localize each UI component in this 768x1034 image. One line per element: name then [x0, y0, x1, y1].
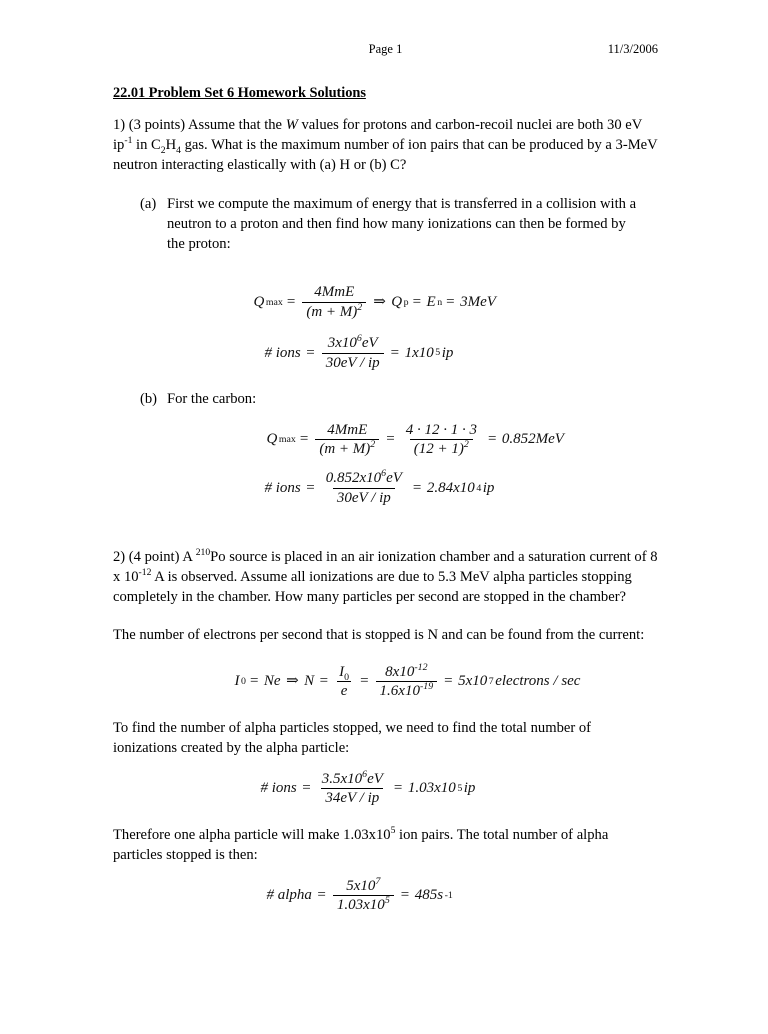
p1-text-2: values for protons and carbon-recoil nuclei are both 30 eV ip — [113, 117, 643, 154]
eq22-fraction — [318, 768, 387, 808]
eq21-n: N — [304, 673, 315, 690]
eq-a1-equals3: = — [446, 294, 455, 311]
eq23-num-text: 5x10 — [346, 877, 376, 894]
eq21-rhs: Ne — [263, 673, 281, 690]
equation-a1: Q max = $\frac{\text{4MmE}}{(m + M)^2}$ ⇒ Q p = E n = 3MeV — [253, 284, 496, 321]
p1-text-4: H — [165, 137, 177, 154]
eq-a1-den-sup: 2 — [357, 302, 363, 314]
eq-b2-equals2: = — [412, 480, 422, 496]
eq-a2-num-text: 3x10 — [327, 334, 357, 351]
eq22-num-text: 3.5x10 — [321, 770, 363, 787]
eq-a2-denominator: 30eV / ip — [322, 353, 384, 372]
eq21-implies: ⇒ — [286, 673, 299, 690]
p1-text-1: 1) (3 points) Assume that the — [113, 117, 286, 133]
eq23-denominator — [333, 895, 394, 914]
eq23-equals: = — [317, 887, 326, 904]
eq-b2-fraction — [322, 470, 406, 507]
eq-a2-num-sup: 6 — [356, 332, 362, 344]
p2-text-2: Po source is placed in an air ionization chamber and a saturation current of 8 x 10 — [113, 548, 658, 585]
eq21-fraction-1 — [335, 664, 353, 701]
eq-b2-num-text: 0.852x10 — [325, 470, 382, 487]
part-a-text: First we compute the maximum of energy that is transferred in a collision with a neutron to a proton and then find how many ionizations can then be formed by the proton: — [167, 195, 637, 253]
eq-b2-lhs: # ions — [264, 480, 301, 496]
p2-text-1: 2) (4 point) A — [113, 548, 196, 565]
eq21-den2-text: 1.6x10 — [379, 683, 420, 700]
eq-a1-equals2: = — [412, 294, 422, 311]
p2-para3-sup: 5 — [390, 825, 396, 837]
eq22-result: 1.03x10 — [407, 780, 456, 797]
eq-b1-den1-sup: 2 — [370, 439, 376, 451]
p2-sup-2: -12 — [138, 567, 152, 579]
part-b-marker: (b) — [140, 391, 158, 408]
eq-b1-equals3: = — [487, 431, 497, 448]
eq-b2-result-unit: ip — [482, 480, 495, 496]
problem-2-para-2: To find the number of alpha particles stopped, we need to find the total number of ionizations created by the alpha particle: — [113, 720, 592, 757]
eq23-lhs: # alpha — [266, 887, 312, 904]
eq-b2-num-unit: eV — [386, 470, 402, 487]
eq22-num-sup: 6 — [362, 768, 368, 780]
eq21-num1-text: I — [339, 663, 345, 680]
eq-a1-result: 3MeV — [460, 294, 496, 311]
eq-a2-num-unit: eV — [361, 334, 378, 351]
part-b-text: For the carbon: — [167, 391, 257, 408]
document-body — [113, 84, 658, 1034]
eq-a1-rhs2: E — [426, 294, 436, 311]
eq-a1-lhs: Q — [253, 294, 265, 311]
eq21-result: 5x10 — [458, 673, 488, 690]
eq-a1-equals: = — [286, 294, 296, 311]
eq-a2-equals: = — [306, 344, 315, 361]
p2-para3-text-2: ion pairs. The total number of alpha particles stopped is then: — [113, 827, 609, 864]
page-title-wrap — [113, 84, 658, 115]
eq-b1-result: 0.852MeV — [501, 431, 564, 448]
eq22-numerator — [318, 768, 387, 789]
eq23-num-sup: 7 — [375, 875, 381, 887]
eq-b1-fraction-2 — [402, 422, 481, 459]
eq-b1-denominator-2 — [410, 439, 473, 458]
p2-sup-1: 210 — [195, 546, 211, 558]
eq23-fraction — [333, 875, 394, 915]
eq21-equals3: = — [360, 673, 369, 690]
p1-sub-1: 2 — [160, 145, 166, 157]
eq-a2-numerator — [324, 332, 382, 353]
eq22-denominator: 34eV / ip — [321, 788, 383, 807]
eq-a1-fraction — [302, 284, 366, 321]
eq-a1-denominator — [302, 302, 366, 321]
header-page-label: Page 1 — [368, 42, 403, 56]
eq-b1-numerator-1: 4MmE — [327, 421, 368, 438]
eq22-lhs: # ions — [260, 780, 297, 797]
part-a-marker: (a) — [140, 195, 157, 212]
eq-a1-implies: ⇒ — [373, 294, 386, 311]
eq-a2-result-unit: ip — [441, 344, 454, 361]
page-bottom-whitespace — [113, 914, 658, 1034]
eq-a2-lhs: # ions — [264, 344, 301, 361]
equation-2-3: # alpha = $\frac{5x10^7}{1.03x10^5}$ = 485s -1 — [266, 875, 453, 914]
eq-b1-den2-sup: 2 — [463, 439, 469, 451]
eq21-num2-text: 8x10 — [385, 663, 415, 680]
eq23-equals2: = — [400, 887, 410, 904]
eq-a2-fraction — [322, 332, 384, 372]
eq-b1-den2-text: (12 + 1) — [413, 441, 464, 458]
eq-b1-den1-text: (m + M) — [319, 441, 371, 458]
eq21-num1-sub: 0 — [344, 671, 350, 683]
p1-text-5: gas. What is the maximum number of ion pairs that can be produced by a 3-MeV neutron interacting elastically with (a) H or (b) C? — [113, 137, 658, 174]
equation-2-1: I 0 = Ne ⇒ N = $\frac{I_0}{e}$ = $\frac{8x10^{-12}}{1.6x10^{-19}}$ = 5x10 7 electrons / sec — [234, 661, 581, 700]
eq-b2-equals: = — [306, 480, 315, 496]
eq21-numerator-1 — [335, 664, 353, 682]
eq-b1-fraction-1 — [315, 422, 379, 459]
p1-sup-1: -1 — [124, 135, 133, 147]
eq-b2-result: 2.84x10 — [426, 480, 475, 496]
eq22-num-unit: eV — [367, 770, 383, 787]
eq21-fraction-2 — [376, 661, 438, 701]
problem-1-statement — [113, 115, 658, 176]
eq-b1-denominator-1 — [315, 439, 379, 458]
eq21-result-unit: electrons / sec — [495, 673, 581, 690]
eq-a1-den-text: (m + M) — [306, 304, 358, 321]
p1-sub-2: 4 — [176, 145, 181, 157]
eq21-den2-sup: -19 — [419, 681, 434, 693]
eq23-result: 485s — [414, 887, 444, 904]
equation-a2: # ions = $\frac{3x10^6eV}{30eV / ip}$ = 1x10 5 ip — [264, 332, 454, 371]
eq-b2-denominator: 30eV / ip — [333, 488, 395, 507]
eq-b1-equals2: = — [386, 431, 395, 448]
eq-b1-equals: = — [299, 431, 309, 448]
p1-var-w: W — [285, 117, 298, 133]
page-title: 22.01 Problem Set 6 Homework Solutions — [113, 85, 366, 101]
problem-1-part-b — [140, 389, 640, 409]
eq22-equals2: = — [393, 780, 403, 797]
eq21-lhs: I — [234, 673, 240, 690]
eq21-equals: = — [249, 673, 259, 690]
eq23-den-sup: 5 — [384, 895, 390, 907]
page-header — [113, 42, 658, 60]
eq-a1-rhs1: Q — [391, 294, 403, 311]
eq21-equals2: = — [319, 673, 329, 690]
eq22-equals: = — [302, 780, 311, 797]
problem-1-part-a — [140, 194, 640, 255]
problem-2-para-3 — [113, 825, 658, 865]
eq21-equals4: = — [444, 673, 453, 690]
equation-2-2: # ions = $\frac{3.5x10^6eV}{34eV / ip}$ = 1.03x10 5 ip — [260, 768, 476, 807]
eq22-result-unit: ip — [463, 780, 476, 797]
eq-a2-equals2: = — [390, 344, 400, 361]
eq-a2-result: 1x10 — [404, 344, 434, 361]
header-date: 11/3/2006 — [607, 42, 658, 56]
eq-b1-numerator-2: 4 · 12 · 1 · 3 — [405, 421, 477, 438]
problem-2-statement — [113, 547, 658, 608]
p2-text-3: A is observed. Assume all ionizations are due to 5.3 MeV alpha particles stopping completely in the chamber. How many particles per second are stopped in the chamber? — [113, 569, 632, 606]
equation-b2: # ions = $\frac{0.852x10^6eV}{30eV / ip}$ = 2.84x10 4 ip — [264, 468, 495, 506]
eq-b2-numerator — [322, 470, 406, 488]
problem-2-para-1: The number of electrons per second that is stopped is N and can be found from the current: — [113, 627, 645, 644]
eq-a1-numerator: 4MmE — [314, 284, 355, 301]
eq23-den-text: 1.03x10 — [336, 897, 385, 914]
equation-b1: Q max = $\frac{\text{4MmE}}{(m + M)^2}$ = $\frac{4 \cdot 12 \cdot 1 \cdot 3}{(12 + 1)^2}$ = 0.852MeV — [266, 421, 564, 458]
eq21-denominator-2 — [376, 681, 438, 700]
eq21-numerator-2 — [381, 661, 431, 682]
eq-b2-num-sup: 6 — [381, 468, 387, 480]
eq21-denominator-1: e — [337, 681, 352, 700]
p1-text-3: in C — [132, 137, 161, 154]
eq21-num2-sup: -12 — [414, 661, 428, 673]
eq-b1-lhs: Q — [266, 431, 278, 448]
p2-para3-text-1: Therefore one alpha particle will make 1.03x10 — [113, 827, 391, 844]
eq23-numerator — [342, 875, 384, 896]
